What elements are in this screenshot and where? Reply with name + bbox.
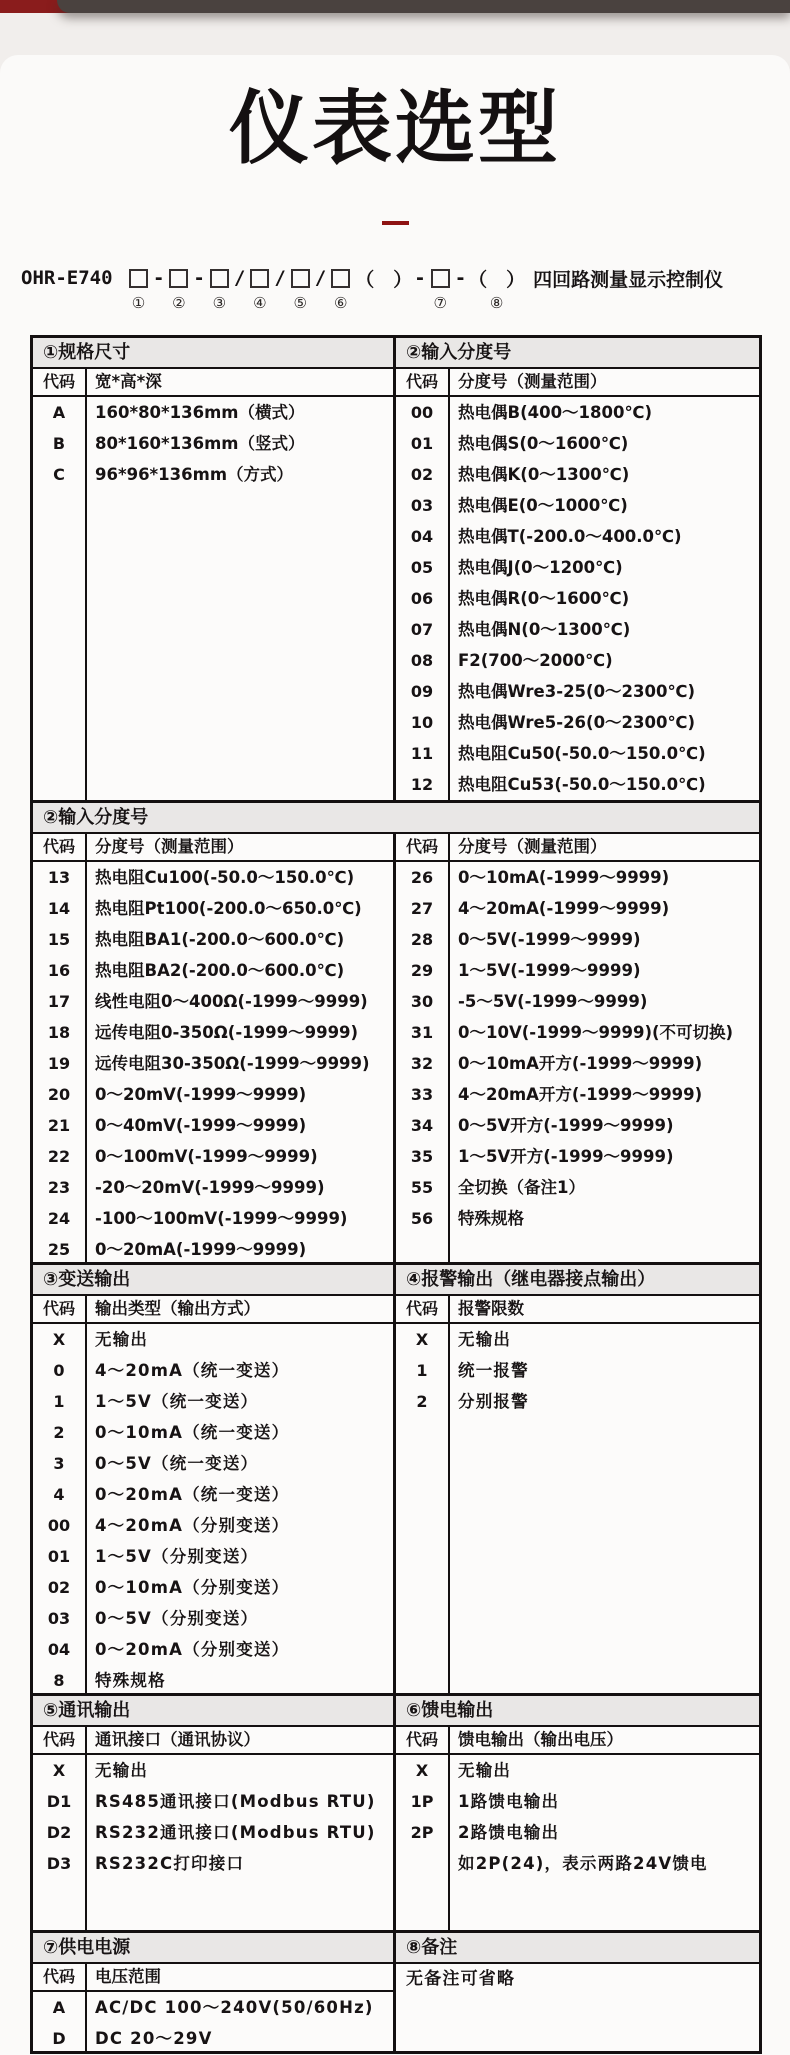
column-header-desc: 通讯接口（通讯协议） (95, 1730, 260, 1749)
model-text: （ ） (468, 268, 526, 291)
code-cell: C (53, 465, 65, 484)
code-cell: 00 (47, 1516, 71, 1535)
code-cell: 19 (47, 1054, 71, 1073)
desc-cell: 特殊规格 (458, 1209, 524, 1228)
band-right-half (396, 1933, 759, 2051)
model-circled-number (623, 291, 628, 315)
column-header-code: 代码 (33, 1964, 87, 1990)
model-unit (20, 265, 125, 315)
desc-cell: 0～5V(-1999～9999) (458, 930, 641, 949)
desc-cell: 0～40mV(-1999～9999) (95, 1116, 307, 1135)
code-cell: X (415, 1761, 429, 1780)
rows-area (396, 397, 759, 800)
code-cell: 08 (410, 651, 434, 670)
code-cell: 18 (47, 1023, 71, 1042)
model-circled-number (237, 291, 242, 315)
top-maroon-strip (0, 0, 790, 13)
desc-cell: RS232通讯接口(Modbus RTU) (95, 1823, 376, 1842)
code-cell: 04 (47, 1640, 71, 1659)
column-header-row (33, 834, 393, 862)
code-cell: 56 (410, 1209, 434, 1228)
desc-cell: 统一报警 (458, 1361, 529, 1380)
code-cell: X (415, 1330, 429, 1349)
table-band-3 (33, 1262, 759, 1693)
desc-cell: 4～20mA（统一变送） (95, 1361, 290, 1380)
section-header: ②输入分度号 (396, 338, 759, 369)
model-unit (354, 265, 413, 315)
desc-cell: 2路馈电输出 (458, 1823, 560, 1842)
desc-cell: AC/DC 100～240V(50/60Hz) (95, 1998, 374, 2017)
desc-column (450, 397, 759, 800)
desc-cell: 0～20mV(-1999～9999) (95, 1085, 307, 1104)
model-code-line (20, 265, 790, 315)
code-cell: 26 (410, 868, 434, 887)
desc-column (450, 862, 759, 1262)
code-cell: A (52, 1998, 66, 2017)
code-column (33, 1324, 87, 1693)
model-unit (152, 265, 165, 315)
desc-cell: 无输出 (458, 1330, 512, 1349)
code-column (33, 397, 87, 800)
code-cell: 06 (410, 589, 434, 608)
desc-cell: 全切换（备注1） (458, 1178, 585, 1197)
code-column (33, 1992, 87, 2051)
model-text: - (454, 267, 467, 289)
column-header-row (33, 1964, 393, 1992)
desc-cell: 热电阻Cu100(-50.0～150.0℃) (95, 868, 355, 887)
model-unit (314, 265, 327, 315)
previous-card-bottom-edge (57, 0, 790, 13)
code-cell: 03 (410, 496, 434, 515)
band-right-half (396, 834, 759, 1262)
desc-cell: 热电偶B(400～1800℃) (458, 403, 653, 422)
model-text: OHR-E740 (21, 267, 124, 289)
model-text: / (314, 267, 327, 289)
desc-cell: RS232C打印接口 (95, 1854, 245, 1873)
desc-cell: 0～10V(-1999～9999)(不可切换) (458, 1023, 734, 1042)
code-cell: 16 (47, 961, 71, 980)
desc-cell: 特殊规格 (95, 1671, 166, 1690)
section-header: ④报警输出（继电器接点输出） (396, 1265, 759, 1296)
column-header-desc: 电压范围 (95, 1967, 161, 1986)
model-unit (233, 265, 246, 315)
desc-cell: 0～20mA（统一变送） (95, 1485, 290, 1504)
model-unit (526, 265, 724, 315)
section-header: ⑦供电电源 (33, 1933, 393, 1964)
desc-cell: DC 20～29V (95, 2029, 213, 2048)
desc-cell: 96*96*136mm（方式） (95, 465, 294, 484)
rows-area (33, 1992, 393, 2051)
model-circled-number: ⑥ (333, 294, 348, 312)
band-body (33, 338, 759, 800)
model-text: / (274, 267, 286, 289)
section-header: ①规格尺寸 (33, 338, 393, 369)
band-right-half (396, 1265, 759, 1693)
model-unit (206, 265, 233, 315)
rows-area (396, 862, 759, 1262)
band-left-half (33, 1265, 396, 1693)
code-cell: A (52, 403, 66, 422)
model-box-wrap (427, 265, 454, 291)
desc-cell: 热电阻BA1(-200.0～600.0℃) (95, 930, 345, 949)
model-text: - (193, 267, 205, 289)
desc-cell: 0～10mA(-1999～9999) (458, 868, 670, 887)
code-cell: 21 (47, 1116, 71, 1135)
desc-cell: 热电阻Cu53(-50.0～150.0℃) (458, 775, 706, 794)
code-cell: X (52, 1330, 66, 1349)
model-unit (327, 265, 354, 315)
model-circled-number (70, 291, 75, 315)
column-header-row (396, 834, 759, 862)
desc-cell: 1～5V（统一变送） (95, 1392, 259, 1411)
column-header-code: 代码 (33, 1727, 87, 1753)
desc-cell: -5～5V(-1999～9999) (458, 992, 648, 1011)
model-box (331, 269, 350, 288)
desc-cell: 1～5V（分别变送） (95, 1547, 259, 1566)
model-circled-number (318, 291, 323, 315)
desc-cell: 无输出 (95, 1761, 149, 1780)
model-circled-number (381, 291, 386, 315)
code-cell: 04 (410, 527, 434, 546)
code-cell: 03 (47, 1609, 71, 1628)
code-cell: 07 (410, 620, 434, 639)
model-unit (427, 265, 454, 315)
section-header: ⑥馈电输出 (396, 1696, 759, 1727)
desc-cell: 热电偶J(0～1200℃) (458, 558, 623, 577)
column-header-desc: 报警限数 (458, 1299, 524, 1318)
band-right-half (396, 338, 759, 800)
code-column (396, 1324, 450, 1693)
desc-column (87, 1755, 393, 1930)
model-text: （ ） (355, 268, 413, 291)
column-header-desc: 分度号（测量范围） (458, 372, 607, 391)
model-text: / (233, 267, 246, 289)
model-box (210, 269, 229, 288)
band-body (33, 834, 759, 1262)
column-header-row (33, 1727, 393, 1755)
rows-area (396, 1324, 759, 1693)
desc-column (450, 1324, 759, 1693)
column-header-row (396, 1727, 759, 1755)
table-band-5 (33, 1930, 759, 2051)
desc-cell: 远传电阻0-350Ω(-1999～9999) (95, 1023, 359, 1042)
code-cell: 0 (53, 1361, 65, 1380)
table-band-4 (33, 1693, 759, 1930)
desc-cell: F2(700～2000℃) (458, 651, 613, 670)
code-cell: 09 (410, 682, 434, 701)
desc-cell: 热电偶S(0～1600℃) (458, 434, 629, 453)
column-header-code: 代码 (33, 834, 87, 860)
desc-cell: 热电偶T(-200.0～400.0℃) (458, 527, 682, 546)
band-body (33, 1933, 759, 2051)
desc-cell: 0～20mA（分别变送） (95, 1640, 290, 1659)
column-header-code: 代码 (396, 834, 450, 860)
column-header-row (396, 369, 759, 397)
desc-cell: 0～5V（统一变送） (95, 1454, 259, 1473)
note-cell: 无备注可省略 (406, 1969, 516, 1989)
rows-area (33, 862, 393, 1262)
column-header-row (396, 1296, 759, 1324)
code-cell: 13 (47, 868, 71, 887)
code-column (33, 1755, 87, 1930)
code-cell: 8 (53, 1671, 65, 1690)
code-cell: 1P (410, 1792, 434, 1811)
code-cell: 20 (47, 1085, 71, 1104)
model-box (250, 269, 269, 288)
model-circled-number: ① (131, 294, 146, 312)
title-divider (382, 221, 409, 225)
model-circled-number: ⑦ (433, 294, 447, 312)
code-cell: 15 (47, 930, 71, 949)
desc-cell: 热电偶Wre3-25(0～2300℃) (458, 682, 695, 701)
model-circled-number (458, 291, 463, 315)
desc-cell: 如2P(24)，表示两路24V馈电 (458, 1854, 708, 1873)
desc-cell: 无输出 (458, 1761, 512, 1780)
section-header: ⑤通讯输出 (33, 1696, 393, 1727)
model-circled-number (156, 291, 161, 315)
code-cell: 00 (410, 403, 434, 422)
model-box-wrap (125, 265, 152, 291)
code-cell: D1 (46, 1792, 72, 1811)
desc-cell: 0～5V（分别变送） (95, 1609, 259, 1628)
desc-cell: 分别报警 (458, 1392, 529, 1411)
model-unit (165, 265, 192, 315)
code-cell: B (52, 434, 66, 453)
code-cell: 4 (53, 1485, 65, 1504)
rows-area (396, 1755, 759, 1930)
desc-cell: 0～100mV(-1999～9999) (95, 1147, 318, 1166)
band-right-half (396, 1696, 759, 1930)
desc-cell: 0～20mA(-1999～9999) (95, 1240, 307, 1259)
model-box (169, 269, 188, 288)
band-left-half (33, 1933, 396, 2051)
code-column (396, 1755, 450, 1930)
code-cell: 05 (410, 558, 434, 577)
model-unit (246, 265, 273, 315)
rows-area (33, 397, 393, 800)
rows-area (33, 1324, 393, 1693)
model-unit (192, 265, 205, 315)
code-cell: 2 (53, 1423, 65, 1442)
band-left-half (33, 338, 396, 800)
column-header-code: 代码 (33, 369, 87, 395)
code-cell: 12 (410, 775, 434, 794)
desc-cell: RS485通讯接口(Modbus RTU) (95, 1792, 376, 1811)
model-circled-number (418, 291, 423, 315)
code-cell: 30 (410, 992, 434, 1011)
code-cell: 27 (410, 899, 434, 918)
code-cell: 1 (416, 1361, 428, 1380)
model-box-wrap (246, 265, 273, 291)
code-column (396, 397, 450, 800)
table-band-2 (33, 800, 759, 1262)
column-header-code: 代码 (396, 369, 450, 395)
desc-cell: 4～20mA（分别变送） (95, 1516, 290, 1535)
model-box-wrap (287, 265, 314, 291)
model-circled-number: ⑧ (489, 294, 504, 312)
column-header-code: 代码 (396, 1296, 450, 1322)
column-header-code: 代码 (33, 1296, 87, 1322)
model-circled-number: ③ (212, 294, 227, 312)
code-cell: 02 (47, 1578, 71, 1597)
model-box-wrap (165, 265, 192, 291)
desc-cell: -100～100mV(-1999～9999) (95, 1209, 348, 1228)
desc-cell: 热电阻Pt100(-200.0～650.0℃) (95, 899, 362, 918)
column-header-code: 代码 (396, 1727, 450, 1753)
desc-cell: 4～20mA(-1999～9999) (458, 899, 670, 918)
model-circled-number: ④ (253, 294, 267, 312)
desc-cell: 0～10mA（分别变送） (95, 1578, 290, 1597)
code-cell: 35 (410, 1147, 434, 1166)
desc-cell: 4～20mA开方(-1999～9999) (458, 1085, 703, 1104)
code-cell: 29 (410, 961, 434, 980)
section-header: ⑧备注 (396, 1933, 759, 1964)
model-text: - (152, 267, 165, 289)
code-cell: 3 (53, 1454, 65, 1473)
section-header: ②输入分度号 (33, 803, 759, 834)
column-header-desc: 分度号（测量范围） (458, 837, 607, 856)
desc-cell: 线性电阻0～400Ω(-1999～9999) (95, 992, 368, 1011)
section-header: ③变送输出 (33, 1265, 393, 1296)
desc-column (87, 1992, 393, 2051)
selection-table (30, 335, 762, 2054)
column-header-row (33, 369, 393, 397)
desc-cell: 热电偶K(0～1300℃) (458, 465, 630, 484)
model-box (291, 269, 310, 288)
desc-column (87, 397, 393, 800)
model-text: - (414, 267, 426, 289)
column-header-desc: 输出类型（输出方式） (95, 1299, 260, 1318)
desc-cell: 0～10mA（统一变送） (95, 1423, 290, 1442)
code-cell: 31 (410, 1023, 434, 1042)
column-header-desc: 分度号（测量范围） (95, 837, 244, 856)
desc-column (450, 1755, 759, 1930)
desc-cell: 0～10mA开方(-1999～9999) (458, 1054, 703, 1073)
code-column (33, 862, 87, 1262)
code-cell: 2P (410, 1823, 434, 1842)
band-body (33, 1696, 759, 1930)
code-cell: 24 (47, 1209, 71, 1228)
code-cell: 1 (53, 1392, 65, 1411)
model-unit (467, 265, 526, 315)
desc-cell: 0～5V开方(-1999～9999) (458, 1116, 674, 1135)
model-box (431, 269, 450, 288)
page-card (0, 55, 790, 2055)
model-box-wrap (206, 265, 233, 291)
code-cell: 22 (47, 1147, 71, 1166)
desc-cell: 1～5V开方(-1999～9999) (458, 1147, 674, 1166)
desc-cell: 热电阻Cu50(-50.0～150.0℃) (458, 744, 706, 763)
code-cell: 34 (410, 1116, 434, 1135)
band-left-half (33, 834, 396, 1262)
desc-cell: 160*80*136mm（横式） (95, 403, 305, 422)
desc-cell: 无输出 (95, 1330, 149, 1349)
code-cell: 28 (410, 930, 434, 949)
code-cell: 33 (410, 1085, 434, 1104)
model-box (129, 269, 148, 288)
model-unit (125, 265, 152, 315)
model-unit (287, 265, 314, 315)
desc-cell: -20～20mV(-1999～9999) (95, 1178, 325, 1197)
band-body (33, 1265, 759, 1693)
desc-cell: 1～5V(-1999～9999) (458, 961, 641, 980)
code-cell: X (52, 1761, 66, 1780)
model-circled-number (197, 291, 202, 315)
column-header-row (33, 1296, 393, 1324)
column-header-desc: 宽*高*深 (95, 372, 162, 391)
desc-cell: 热电偶R(0～1600℃) (458, 589, 630, 608)
code-cell: 23 (47, 1178, 71, 1197)
column-header-desc: 馈电输出（输出电压） (458, 1730, 623, 1749)
page-title: 仪表选型 (229, 82, 561, 175)
band-left-half (33, 1696, 396, 1930)
code-cell (396, 1848, 448, 1879)
table-band-1 (33, 338, 759, 800)
code-cell: 01 (47, 1547, 71, 1566)
model-text: 四回路测量显示控制仪 (533, 268, 724, 291)
code-cell: 02 (410, 465, 434, 484)
desc-cell: 1路馈电输出 (458, 1792, 560, 1811)
code-cell: 17 (47, 992, 71, 1011)
desc-cell: 远传电阻30-350Ω(-1999～9999) (95, 1054, 370, 1073)
code-cell: 2 (416, 1392, 428, 1411)
model-circled-number: ② (172, 294, 186, 312)
code-cell: 14 (47, 899, 71, 918)
desc-cell: 热电偶N(0～1300℃) (458, 620, 631, 639)
desc-column (87, 862, 393, 1262)
code-cell: 32 (410, 1054, 434, 1073)
code-cell: 01 (410, 434, 434, 453)
model-unit (454, 265, 467, 315)
model-unit (413, 265, 426, 315)
model-circled-number: ⑤ (293, 294, 307, 312)
model-circled-number (278, 291, 283, 315)
code-column (396, 862, 450, 1262)
code-cell: D (52, 2029, 66, 2048)
desc-column (87, 1324, 393, 1693)
model-unit (273, 265, 286, 315)
code-cell: 25 (47, 1240, 71, 1259)
rows-area (33, 1755, 393, 1930)
desc-cell: 热电偶Wre5-26(0～2300℃) (458, 713, 695, 732)
code-cell: 11 (410, 744, 434, 763)
code-cell: 55 (410, 1178, 434, 1197)
code-cell: 10 (410, 713, 434, 732)
code-cell: D2 (46, 1823, 72, 1842)
desc-cell: 80*160*136mm（竖式） (95, 434, 305, 453)
desc-cell: 热电阻BA2(-200.0～600.0℃) (95, 961, 345, 980)
model-box-wrap (327, 265, 354, 291)
desc-cell: 热电偶E(0～1000℃) (458, 496, 628, 515)
code-cell: D3 (46, 1854, 72, 1873)
